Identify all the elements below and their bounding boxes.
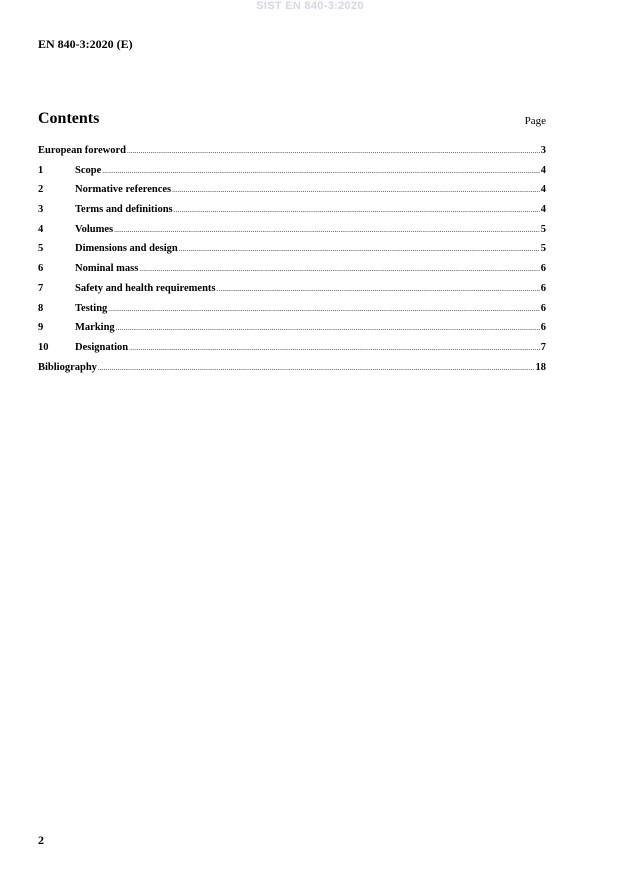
toc-dot-leader <box>114 226 540 234</box>
toc-dot-leader <box>98 364 535 372</box>
toc-entry-title: Marking <box>75 322 115 334</box>
toc-entry-title: Designation <box>75 341 129 353</box>
toc-entry-page: 5 <box>540 223 546 235</box>
toc-entry-title: Scope <box>75 164 102 176</box>
toc-entry-page: 7 <box>540 341 546 353</box>
toc-entry-title: Volumes <box>75 223 114 235</box>
toc-entry-safety-and-health-requirements[interactable] <box>38 283 546 303</box>
toc-entry-bibliography[interactable] <box>38 362 546 382</box>
toc-entry-title: Normative references <box>75 184 172 196</box>
toc-entry-page: 4 <box>540 184 546 196</box>
toc-dot-leader <box>108 305 539 313</box>
toc-entry-page: 4 <box>540 164 546 176</box>
toc-dot-leader <box>217 285 540 293</box>
toc-entry-volumes[interactable] <box>38 224 546 244</box>
toc-entry-title: Dimensions and design <box>75 243 178 255</box>
toc-entry-designation[interactable] <box>38 342 546 362</box>
toc-entry-number: 4 <box>38 223 44 235</box>
toc-entry-page: 4 <box>540 204 546 216</box>
toc-dot-leader <box>129 344 540 352</box>
toc-dot-leader <box>172 186 540 194</box>
toc-dot-leader <box>102 167 540 175</box>
toc-entry-title: Safety and health requirements <box>75 282 216 294</box>
toc-entry-number: 2 <box>38 184 44 196</box>
toc-entry-title: European foreword <box>38 145 126 156</box>
toc-entry-number: 1 <box>38 164 44 176</box>
toc-entry-number: 6 <box>38 263 44 275</box>
toc-entry-number: 7 <box>38 282 44 294</box>
toc-entry-number: 5 <box>38 243 44 255</box>
toc-dot-leader <box>179 245 540 253</box>
toc-entry-nominal-mass[interactable] <box>38 263 546 283</box>
toc-entry-title: Nominal mass <box>75 263 139 275</box>
toc-entry-title: Testing <box>75 302 108 314</box>
toc-entry-page: 6 <box>540 302 546 314</box>
page-number: 2 <box>38 833 44 847</box>
toc-entry-page: 6 <box>540 263 546 275</box>
toc-entry-normative-references[interactable] <box>38 184 546 204</box>
toc-dot-leader <box>116 324 540 332</box>
toc-entry-marking[interactable] <box>38 322 546 342</box>
toc-entry-number: 8 <box>38 302 44 314</box>
toc-entry-page: 3 <box>540 145 546 156</box>
toc-entry-page: 6 <box>540 282 546 294</box>
toc-entry-page: 5 <box>540 243 546 255</box>
page-column-label: Page <box>524 115 546 127</box>
toc-entry-number: 3 <box>38 204 44 216</box>
toc-entry-terms-and-definitions[interactable] <box>38 204 546 224</box>
document-id-header: EN 840-3:2020 (E) <box>38 37 133 51</box>
toc-entry-number: 9 <box>38 322 44 334</box>
toc-entry-page: 18 <box>535 361 546 373</box>
table-of-contents <box>38 145 546 381</box>
toc-entry-testing[interactable] <box>38 303 546 323</box>
toc-dot-leader <box>127 147 540 155</box>
toc-entry-number: 10 <box>38 341 49 353</box>
toc-entry-title: Terms and definitions <box>75 204 173 216</box>
toc-entry-european-foreword[interactable] <box>38 145 546 165</box>
toc-entry-dimensions-and-design[interactable] <box>38 243 546 263</box>
toc-dot-leader <box>174 206 540 214</box>
toc-dot-leader <box>139 265 539 273</box>
toc-entry-scope[interactable] <box>38 165 546 185</box>
toc-entry-title: Bibliography <box>38 361 97 373</box>
contents-heading: Contents <box>38 110 100 127</box>
watermark: SIST EN 840-3:2020 <box>256 0 364 12</box>
toc-entry-page: 6 <box>540 322 546 334</box>
